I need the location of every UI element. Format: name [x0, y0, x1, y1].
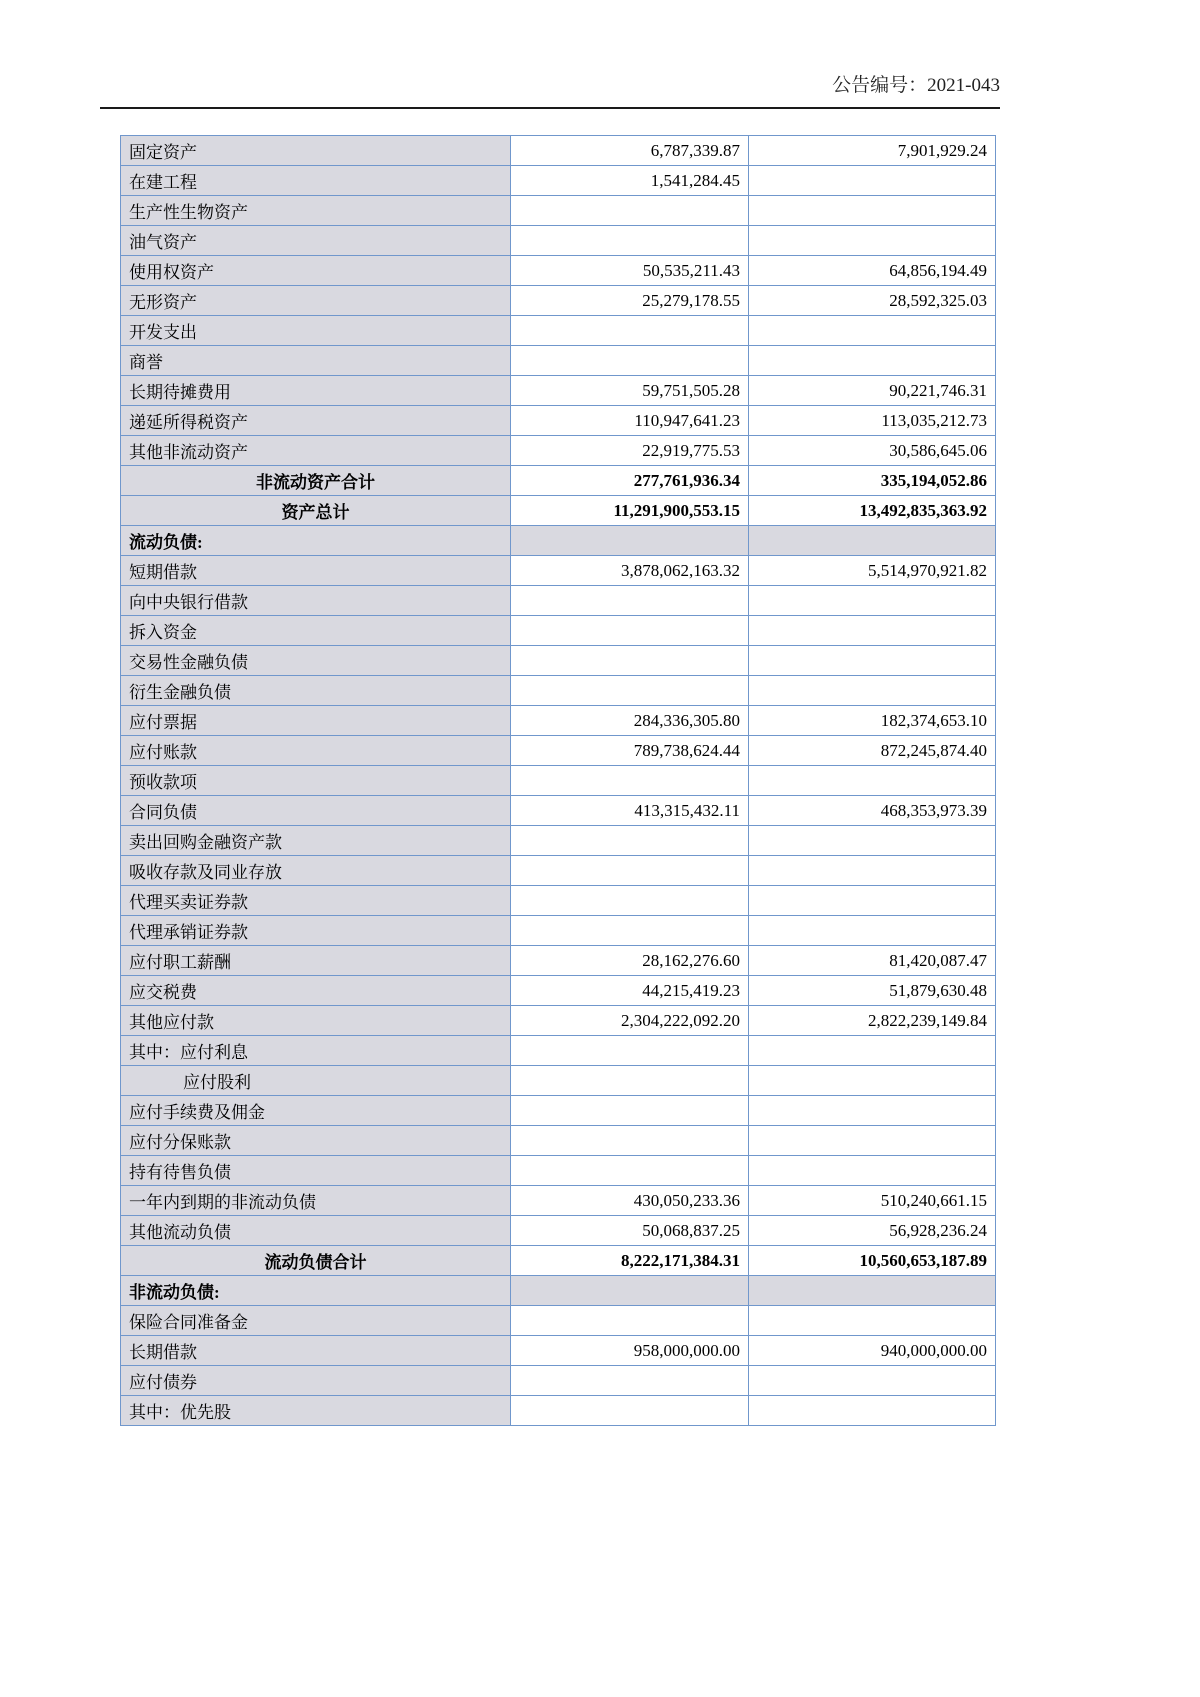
- row-current-period-value: 50,068,837.25: [511, 1216, 749, 1246]
- row-label: 非流动负债:: [121, 1276, 511, 1306]
- row-prior-period-value: [749, 346, 996, 376]
- table-row: [121, 916, 996, 946]
- row-label: 开发支出: [121, 316, 511, 346]
- row-prior-period-value: [749, 1036, 996, 1066]
- row-prior-period-value: [749, 1366, 996, 1396]
- row-current-period-value: 277,761,936.34: [511, 466, 749, 496]
- row-label: 其中：应付利息: [121, 1036, 511, 1066]
- table-row: [121, 946, 996, 976]
- table-row: [121, 676, 996, 706]
- row-current-period-value: 958,000,000.00: [511, 1336, 749, 1366]
- table-row: [121, 826, 996, 856]
- row-prior-period-value: 30,586,645.06: [749, 436, 996, 466]
- row-current-period-value: 110,947,641.23: [511, 406, 749, 436]
- row-label: 短期借款: [121, 556, 511, 586]
- table-row: [121, 706, 996, 736]
- row-prior-period-value: 81,420,087.47: [749, 946, 996, 976]
- row-label: 在建工程: [121, 166, 511, 196]
- row-label: 代理买卖证券款: [121, 886, 511, 916]
- row-current-period-value: 413,315,432.11: [511, 796, 749, 826]
- balance-sheet-body: [121, 136, 996, 1426]
- row-prior-period-value: [749, 586, 996, 616]
- row-prior-period-value: [749, 226, 996, 256]
- row-label: 合同负债: [121, 796, 511, 826]
- table-row: [121, 1186, 996, 1216]
- table-row: [121, 226, 996, 256]
- row-current-period-value: 284,336,305.80: [511, 706, 749, 736]
- balance-sheet-table: [120, 135, 996, 1426]
- row-prior-period-value: [749, 526, 996, 556]
- row-label: 交易性金融负债: [121, 646, 511, 676]
- row-label: 资产总计: [121, 496, 511, 526]
- row-prior-period-value: 13,492,835,363.92: [749, 496, 996, 526]
- row-current-period-value: [511, 826, 749, 856]
- row-label: 应付债券: [121, 1366, 511, 1396]
- row-current-period-value: [511, 676, 749, 706]
- row-current-period-value: 2,304,222,092.20: [511, 1006, 749, 1036]
- row-label: 递延所得税资产: [121, 406, 511, 436]
- row-current-period-value: 1,541,284.45: [511, 166, 749, 196]
- row-current-period-value: [511, 646, 749, 676]
- table-row: [121, 766, 996, 796]
- row-current-period-value: [511, 526, 749, 556]
- row-prior-period-value: [749, 1396, 996, 1426]
- row-label: 应交税费: [121, 976, 511, 1006]
- row-label: 保险合同准备金: [121, 1306, 511, 1336]
- row-label: 拆入资金: [121, 616, 511, 646]
- row-current-period-value: 8,222,171,384.31: [511, 1246, 749, 1276]
- row-prior-period-value: 7,901,929.24: [749, 136, 996, 166]
- row-prior-period-value: [749, 1156, 996, 1186]
- table-row: [121, 796, 996, 826]
- row-prior-period-value: [749, 886, 996, 916]
- row-current-period-value: [511, 1396, 749, 1426]
- table-row: [121, 1396, 996, 1426]
- table-row: [121, 1096, 996, 1126]
- table-row: [121, 556, 996, 586]
- table-row: [121, 436, 996, 466]
- table-row: [121, 1216, 996, 1246]
- row-current-period-value: 11,291,900,553.15: [511, 496, 749, 526]
- row-prior-period-value: [749, 676, 996, 706]
- row-prior-period-value: 90,221,746.31: [749, 376, 996, 406]
- table-row: [121, 1246, 996, 1276]
- row-current-period-value: [511, 886, 749, 916]
- row-label: 向中央银行借款: [121, 586, 511, 616]
- row-prior-period-value: [749, 646, 996, 676]
- row-current-period-value: [511, 1156, 749, 1186]
- row-prior-period-value: [749, 766, 996, 796]
- row-current-period-value: [511, 1276, 749, 1306]
- row-label: 持有待售负债: [121, 1156, 511, 1186]
- row-prior-period-value: [749, 826, 996, 856]
- row-prior-period-value: 182,374,653.10: [749, 706, 996, 736]
- row-prior-period-value: [749, 1306, 996, 1336]
- row-label: 应付票据: [121, 706, 511, 736]
- row-prior-period-value: 56,928,236.24: [749, 1216, 996, 1246]
- row-prior-period-value: [749, 856, 996, 886]
- row-prior-period-value: 51,879,630.48: [749, 976, 996, 1006]
- table-row: [121, 256, 996, 286]
- row-current-period-value: [511, 226, 749, 256]
- table-row: [121, 526, 996, 556]
- row-current-period-value: 430,050,233.36: [511, 1186, 749, 1216]
- row-prior-period-value: [749, 166, 996, 196]
- row-prior-period-value: [749, 316, 996, 346]
- row-prior-period-value: 5,514,970,921.82: [749, 556, 996, 586]
- row-prior-period-value: 510,240,661.15: [749, 1186, 996, 1216]
- table-row: [121, 1336, 996, 1366]
- row-label: 生产性生物资产: [121, 196, 511, 226]
- row-prior-period-value: [749, 916, 996, 946]
- row-current-period-value: 3,878,062,163.32: [511, 556, 749, 586]
- row-label: 衍生金融负债: [121, 676, 511, 706]
- row-current-period-value: [511, 766, 749, 796]
- row-current-period-value: 789,738,624.44: [511, 736, 749, 766]
- row-current-period-value: [511, 1036, 749, 1066]
- table-row: [121, 976, 996, 1006]
- row-prior-period-value: 872,245,874.40: [749, 736, 996, 766]
- row-label: 应付职工薪酬: [121, 946, 511, 976]
- row-prior-period-value: [749, 1066, 996, 1096]
- row-label: 应付股利: [121, 1066, 511, 1096]
- row-label: 卖出回购金融资产款: [121, 826, 511, 856]
- table-row: [121, 496, 996, 526]
- row-current-period-value: [511, 346, 749, 376]
- table-row: [121, 136, 996, 166]
- row-prior-period-value: [749, 1096, 996, 1126]
- table-row: [121, 1066, 996, 1096]
- row-prior-period-value: [749, 1276, 996, 1306]
- row-label: 固定资产: [121, 136, 511, 166]
- row-prior-period-value: 113,035,212.73: [749, 406, 996, 436]
- row-prior-period-value: [749, 196, 996, 226]
- row-current-period-value: [511, 196, 749, 226]
- row-current-period-value: 59,751,505.28: [511, 376, 749, 406]
- row-current-period-value: [511, 1366, 749, 1396]
- row-current-period-value: 22,919,775.53: [511, 436, 749, 466]
- row-label: 其他流动负债: [121, 1216, 511, 1246]
- row-current-period-value: [511, 916, 749, 946]
- row-current-period-value: [511, 316, 749, 346]
- row-current-period-value: 6,787,339.87: [511, 136, 749, 166]
- row-label: 其他应付款: [121, 1006, 511, 1036]
- row-label: 长期借款: [121, 1336, 511, 1366]
- table-row: [121, 166, 996, 196]
- row-label: 其中：优先股: [121, 1396, 511, 1426]
- announcement-number: 公告编号：2021-043: [100, 70, 1000, 109]
- row-label: 流动负债合计: [121, 1246, 511, 1276]
- table-row: [121, 1006, 996, 1036]
- row-current-period-value: [511, 1126, 749, 1156]
- table-row: [121, 406, 996, 436]
- row-current-period-value: [511, 1096, 749, 1126]
- row-label: 其他非流动资产: [121, 436, 511, 466]
- row-label: 使用权资产: [121, 256, 511, 286]
- table-row: [121, 736, 996, 766]
- table-row: [121, 346, 996, 376]
- table-row: [121, 1126, 996, 1156]
- row-prior-period-value: 335,194,052.86: [749, 466, 996, 496]
- table-row: [121, 586, 996, 616]
- row-label: 代理承销证券款: [121, 916, 511, 946]
- row-label: 商誉: [121, 346, 511, 376]
- row-current-period-value: 50,535,211.43: [511, 256, 749, 286]
- table-row: [121, 856, 996, 886]
- row-label: 一年内到期的非流动负债: [121, 1186, 511, 1216]
- row-current-period-value: 28,162,276.60: [511, 946, 749, 976]
- row-prior-period-value: [749, 616, 996, 646]
- table-row: [121, 286, 996, 316]
- table-row: [121, 646, 996, 676]
- row-label: 预收款项: [121, 766, 511, 796]
- row-label: 无形资产: [121, 286, 511, 316]
- table-row: [121, 1306, 996, 1336]
- row-current-period-value: [511, 856, 749, 886]
- row-prior-period-value: 468,353,973.39: [749, 796, 996, 826]
- row-prior-period-value: 940,000,000.00: [749, 1336, 996, 1366]
- row-label: 应付分保账款: [121, 1126, 511, 1156]
- row-label: 长期待摊费用: [121, 376, 511, 406]
- row-current-period-value: [511, 586, 749, 616]
- row-label: 油气资产: [121, 226, 511, 256]
- table-row: [121, 1276, 996, 1306]
- table-row: [121, 1036, 996, 1066]
- row-label: 非流动资产合计: [121, 466, 511, 496]
- table-row: [121, 316, 996, 346]
- table-row: [121, 1366, 996, 1396]
- table-row: [121, 1156, 996, 1186]
- row-prior-period-value: 64,856,194.49: [749, 256, 996, 286]
- row-label: 流动负债:: [121, 526, 511, 556]
- row-current-period-value: [511, 616, 749, 646]
- table-row: [121, 886, 996, 916]
- row-prior-period-value: [749, 1126, 996, 1156]
- table-row: [121, 616, 996, 646]
- row-prior-period-value: 28,592,325.03: [749, 286, 996, 316]
- row-prior-period-value: 2,822,239,149.84: [749, 1006, 996, 1036]
- row-current-period-value: 25,279,178.55: [511, 286, 749, 316]
- table-row: [121, 376, 996, 406]
- row-label: 应付账款: [121, 736, 511, 766]
- row-current-period-value: [511, 1306, 749, 1336]
- table-row: [121, 196, 996, 226]
- row-prior-period-value: 10,560,653,187.89: [749, 1246, 996, 1276]
- row-current-period-value: 44,215,419.23: [511, 976, 749, 1006]
- row-current-period-value: [511, 1066, 749, 1096]
- row-label: 应付手续费及佣金: [121, 1096, 511, 1126]
- row-label: 吸收存款及同业存放: [121, 856, 511, 886]
- table-row: [121, 466, 996, 496]
